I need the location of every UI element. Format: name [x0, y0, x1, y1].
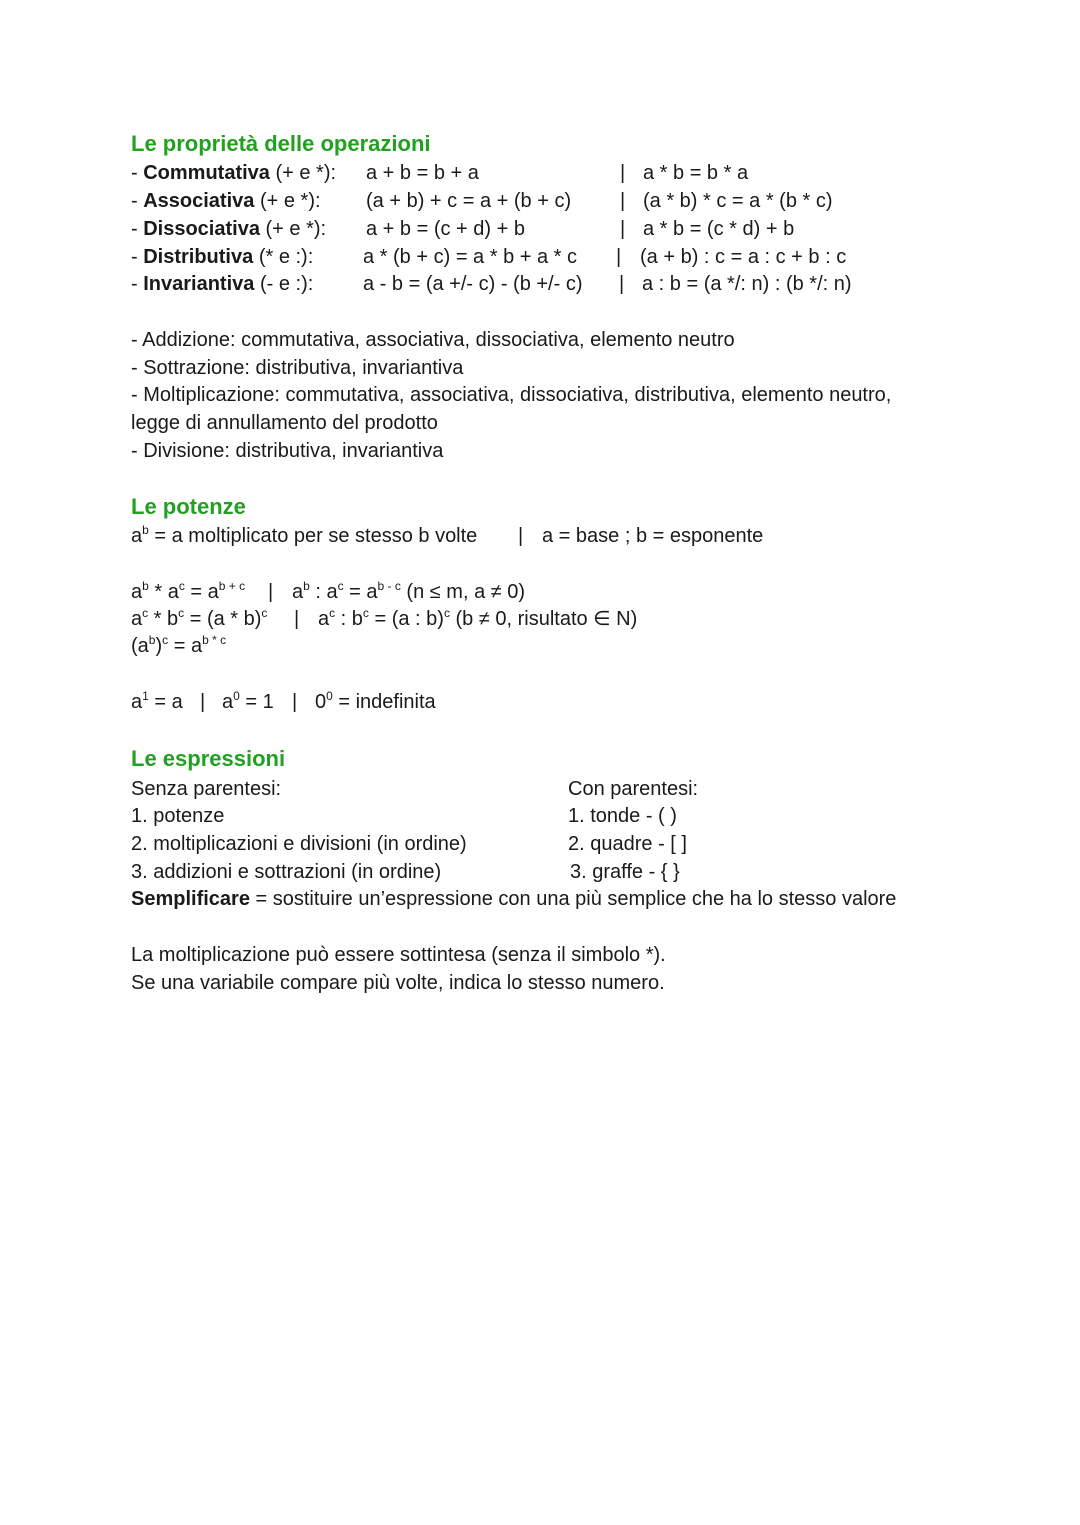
power-rule-special-cases: $a^1 = a$ — [131, 689, 183, 713]
simplify-term: Semplificare — [131, 888, 250, 910]
property-name: Associativa — [143, 190, 255, 212]
summary-line: - Sottrazione: distributiva, invariantiva — [131, 357, 464, 379]
power-definition: $a^b = a$ moltiplicato per se stesso b volte — [131, 523, 478, 547]
property-row-distributiva: - Distributiva (* e :): — [131, 246, 314, 268]
property-formula-right: a * b = (c * d) + b — [643, 218, 795, 240]
property-ops: (* e :): — [258, 246, 314, 268]
power-rule-same-exponent-product: $a^c * b^c = (a * b)^c$ — [131, 606, 268, 630]
property-formula-right: (a * b) * c = a * (b * c) — [643, 190, 833, 212]
summary-line: - Moltiplicazione: commutativa, associativa, dissociativa, distributiva, elemento neutro, — [131, 384, 892, 406]
property-formula-right: (a + b) : c = a : c + b : c — [640, 246, 847, 268]
column-separator: | — [200, 691, 206, 713]
property-row-commutativa: - Commutativa (+ e *): — [131, 162, 337, 184]
property-ops: (+ e *): — [275, 162, 337, 184]
column-separator: | — [620, 162, 626, 184]
property-name: Dissociativa — [143, 218, 260, 240]
property-row-dissociativa: - Dissociativa (+ e *): — [131, 218, 327, 240]
power-rule-same-exponent-quotient: $a^c$ : $b^c = (a$ : b)$^c$ (b ≠ 0, risultato ∈ N) — [318, 606, 638, 630]
property-name: Commutativa — [143, 162, 270, 184]
note-line: Se una variabile compare più volte, indica lo stesso numero. — [131, 972, 665, 994]
column-separator: | — [620, 218, 626, 240]
column-separator: | — [518, 525, 524, 547]
property-formula-left: a + b = (c + d) + b — [366, 218, 525, 240]
list-item: 2. moltiplicazioni e divisioni (in ordine) — [131, 833, 467, 855]
property-row-invariantiva: - Invariantiva (- e :): — [131, 273, 314, 295]
simplify-definition: Semplificare = sostituire un’espressione con una più semplice che ha lo stesso valore — [131, 888, 897, 910]
property-ops: (+ e *): — [265, 218, 327, 240]
power-rule-quotient: $a^b$ : $a^c = a^{b - c}$ (n ≤ m, a ≠ 0) — [292, 579, 526, 603]
power-rule-power-of-power: $(a^b)^c = a^{b * c}$ — [131, 633, 227, 657]
property-ops: (+ e *): — [259, 190, 321, 212]
section-title-properties: Le proprietà delle operazioni — [131, 131, 431, 156]
note-line: La moltiplicazione può essere sottintesa (senza il simbolo *). — [131, 944, 666, 966]
property-ops: (- e :): — [259, 273, 314, 295]
list-item: 1. potenze — [131, 805, 225, 827]
power-rule-product: $a^b * a^c = a^{b + c}$ — [131, 579, 246, 603]
property-name: Distributiva — [143, 246, 254, 268]
column-separator: | — [294, 608, 300, 630]
list-item: 2. quadre - [ ] — [568, 833, 687, 855]
summary-line: - Divisione: distributiva, invariantiva — [131, 440, 444, 462]
list-item: 3. addizioni e sottrazioni (in ordine) — [131, 861, 442, 883]
list-item: 1. tonde - ( ) — [568, 805, 677, 827]
right-column-header: Con parentesi: — [568, 778, 699, 800]
summary-line: - Addizione: commutativa, associativa, dissociativa, elemento neutro — [131, 329, 735, 351]
left-column-header: Senza parentesi: — [131, 778, 282, 800]
property-formula-left: a * (b + c) = a * b + a * c — [363, 246, 578, 268]
power-rule-zero-zero: $0^0$ = indefinita — [315, 689, 436, 713]
property-formula-left: (a + b) + c = a + (b + c) — [366, 190, 572, 212]
section-title-powers: Le potenze — [131, 494, 246, 519]
column-separator: | — [620, 190, 626, 212]
power-rule-zero-exponent: $a^0 = 1$ — [222, 689, 274, 713]
column-separator: | — [292, 691, 298, 713]
column-separator: | — [619, 273, 625, 295]
list-item: 3. graffe - { } — [570, 861, 680, 883]
property-formula-right: a : b = (a */: n) : (b */: n) — [642, 273, 852, 295]
property-row-associativa: - Associativa (+ e *): — [131, 190, 321, 212]
summary-line: legge di annullamento del prodotto — [131, 412, 438, 434]
property-formula-left: a - b = (a +/- c) - (b +/- c) — [363, 273, 583, 295]
power-definition-legend: a = base ; b = esponente — [542, 525, 764, 547]
property-name: Invariantiva — [143, 273, 255, 295]
property-formula-left: a + b = b + a — [366, 162, 479, 184]
section-title-expressions: Le espressioni — [131, 746, 286, 771]
column-separator: | — [616, 246, 622, 268]
column-separator: | — [268, 581, 274, 603]
property-formula-right: a * b = b * a — [643, 162, 749, 184]
